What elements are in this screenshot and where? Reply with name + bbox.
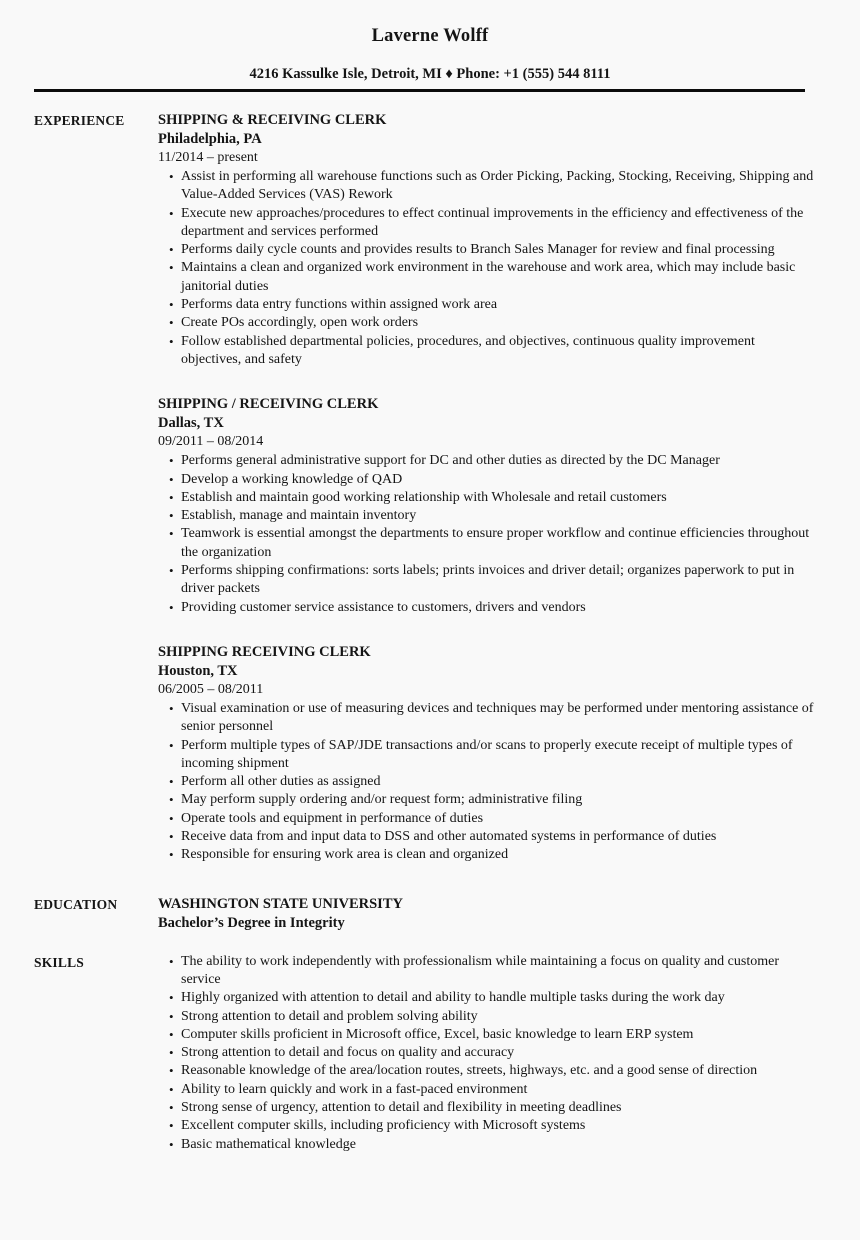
education-content <box>158 895 818 933</box>
job-duty-item: • Performs shipping confirmations: sorts labels; prints invoices and driver detail; organizes paperwork to put in driver packets <box>168 562 818 599</box>
skill-item: • Strong attention to detail and problem solving ability <box>168 1008 818 1026</box>
skill-item: • Computer skills proficient in Microsoft office, Excel, basic knowledge to learn ERP system <box>168 1026 818 1044</box>
section-label-experience: EXPERIENCE <box>34 113 125 128</box>
skill-item: • Basic mathematical knowledge <box>168 1136 818 1154</box>
job-entry <box>158 111 818 369</box>
skill-item: • Strong attention to detail and focus on quality and accuracy <box>168 1044 818 1062</box>
job-duty-list <box>158 452 818 617</box>
job-duty-item: • Providing customer service assistance to customers, drivers and vendors <box>168 599 818 617</box>
skills-section <box>34 953 826 1154</box>
job-title: SHIPPING & RECEIVING CLERK <box>158 112 387 128</box>
section-label-skills: SKILLS <box>34 954 84 970</box>
education-degree: Bachelor’s Degree in Integrity <box>158 914 345 931</box>
job-location: Philadelphia, PA <box>158 131 262 147</box>
job-duty-item: • Develop a working knowledge of QAD <box>168 471 818 489</box>
skill-item: • Highly organized with attention to detail and ability to handle multiple tasks during the work day <box>168 989 818 1007</box>
job-duty-item: • Execute new approaches/procedures to effect continual improvements in the efficiency and effectiveness of the department and services performed <box>168 205 818 242</box>
job-duty-item: • Receive data from and input data to DSS and other automated systems in performance of duties <box>168 828 818 846</box>
job-duty-item: • Performs general administrative support for DC and other duties as directed by the DC Manager <box>168 452 818 470</box>
job-duty-list <box>158 168 818 369</box>
experience-section <box>34 111 826 865</box>
education-school: WASHINGTON STATE UNIVERSITY <box>158 895 403 912</box>
job-dates: 09/2011 – 08/2014 <box>158 434 264 450</box>
job-duty-item: • May perform supply ordering and/or request form; administrative filing <box>168 791 818 809</box>
job-duty-item: • Responsible for ensuring work area is clean and organized <box>168 846 818 864</box>
job-duty-item: • Performs data entry functions within assigned work area <box>168 296 818 314</box>
job-duty-item: • Teamwork is essential amongst the departments to ensure proper workflow and continue efficiencies throughout the organization <box>168 525 818 562</box>
skill-item: • Excellent computer skills, including proficiency with Microsoft systems <box>168 1117 818 1135</box>
job-duty-item: • Operate tools and equipment in performance of duties <box>168 810 818 828</box>
education-section <box>34 895 826 933</box>
job-duty-item: • Perform multiple types of SAP/JDE transactions and/or scans to properly execute receipt of multiple types of incoming shipment <box>168 737 818 774</box>
job-dates: 11/2014 – present <box>158 150 258 165</box>
skill-item: • Reasonable knowledge of the area/location routes, streets, highways, etc. and a good sense of direction <box>168 1062 818 1080</box>
experience-content <box>158 111 818 865</box>
skill-item: • Ability to learn quickly and work in a fast-paced environment <box>168 1081 818 1099</box>
job-duty-item: • Create POs accordingly, open work orders <box>168 314 818 332</box>
job-duty-item: • Establish and maintain good working relationship with Wholesale and retail customers <box>168 489 818 507</box>
job-entry <box>158 395 818 617</box>
header-divider <box>34 89 805 92</box>
job-entry <box>158 643 818 865</box>
job-title: SHIPPING / RECEIVING CLERK <box>158 396 379 413</box>
skill-item: • Strong sense of urgency, attention to detail and flexibility in meeting deadlines <box>168 1099 818 1117</box>
job-location: Dallas, TX <box>158 415 224 432</box>
job-dates: 06/2005 – 08/2011 <box>158 681 264 697</box>
job-duty-item: • Visual examination or use of measuring devices and techniques may be performed under mentoring assistance of senior personnel <box>168 700 818 737</box>
skills-content <box>158 953 818 1154</box>
job-title: SHIPPING RECEIVING CLERK <box>158 643 371 660</box>
contact-line: 4216 Kassulke Isle, Detroit, MI ♦ Phone: +1 (555) 544 8111 <box>249 66 611 82</box>
job-duty-item: • Assist in performing all warehouse functions such as Order Picking, Packing, Stocking, Receiving, Shipping and Value-Added Services (VAS) Rework <box>168 168 818 205</box>
candidate-name: Laverne Wolff <box>371 26 489 46</box>
job-duty-list <box>158 700 818 865</box>
skill-item: • The ability to work independently with professionalism while maintaining a focus on quality and customer service <box>168 953 818 990</box>
job-location: Houston, TX <box>158 662 238 679</box>
job-duty-item: • Establish, manage and maintain inventory <box>168 507 818 525</box>
job-duty-item: • Performs daily cycle counts and provides results to Branch Sales Manager for review and final processing <box>168 241 818 259</box>
skills-list <box>158 953 818 1154</box>
job-duty-item: • Maintains a clean and organized work environment in the warehouse and work area, which may include basic janitorial duties <box>168 259 818 296</box>
job-duty-item: • Follow established departmental policies, procedures, and objectives, continuous quality improvement objectives, and safety <box>168 333 818 370</box>
section-label-education: EDUCATION <box>34 896 118 912</box>
resume-header <box>34 26 826 92</box>
job-duty-item: • Perform all other duties as assigned <box>168 773 818 791</box>
